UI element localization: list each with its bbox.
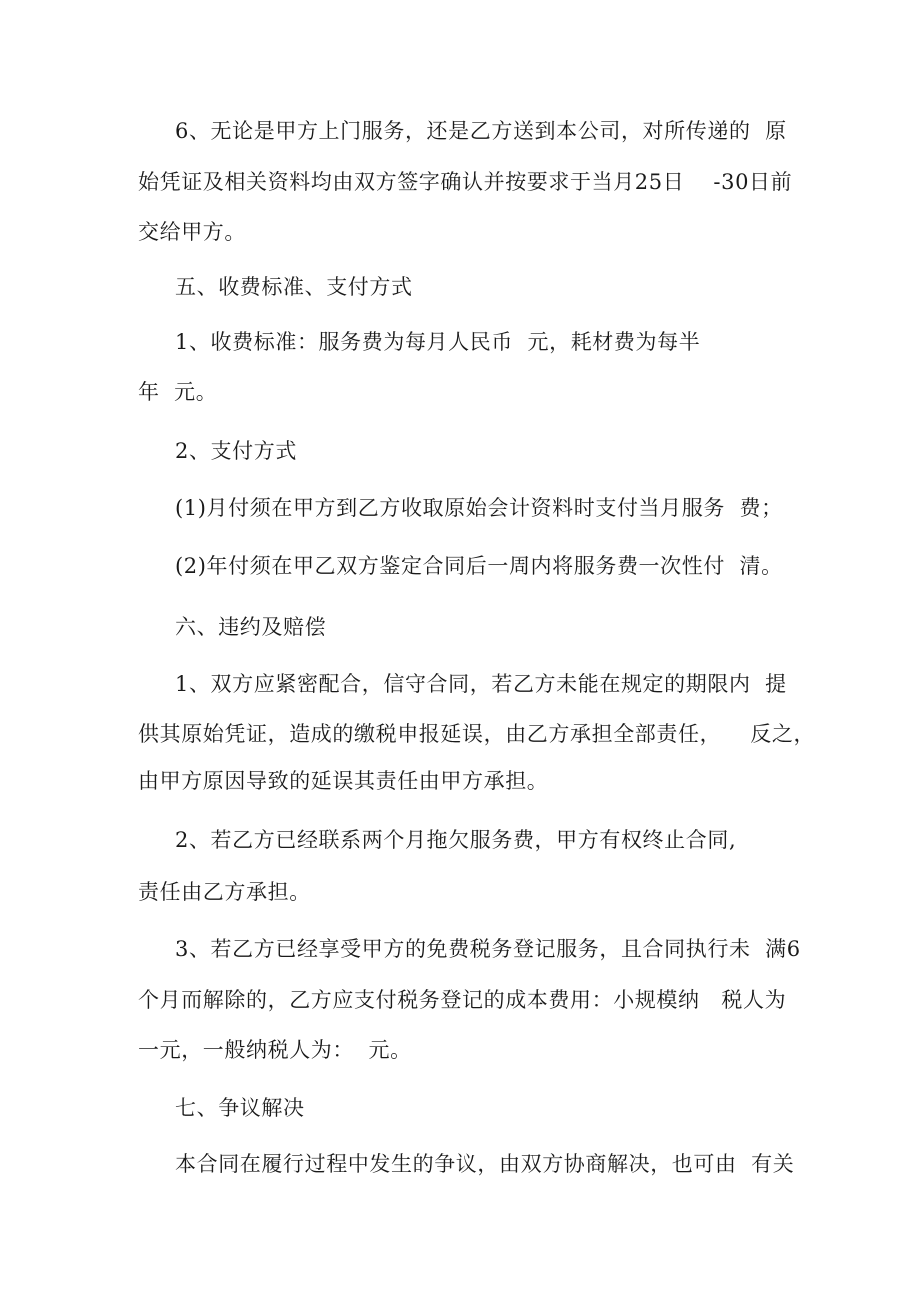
section-6-heading: 六、违约及赔偿 [175, 615, 327, 639]
clause-6-2-line-2: 责任由乙方承担。 [138, 880, 311, 904]
clause-6-3-line-3: 一元，一般纳税人为： 元。 [138, 1038, 412, 1062]
clause-6-3-line-2: 个月而解除的，乙方应支付税务登记的成本费用：小规模纳 税人为 [138, 988, 787, 1012]
payment-method-heading: 2、支付方式 [175, 439, 297, 463]
clause-5-6-line-2: 始凭证及相关资料均由双方签字确认并按要求于当月25日 -30日前 [138, 170, 793, 194]
clause-5-6-line-3: 交给甲方。 [138, 220, 246, 244]
clause-6-2-line-1: 2、若乙方已经联系两个月拖欠服务费，甲方有权终止合同, [175, 828, 737, 852]
annual-payment-item: (2)年付须在甲乙双方鉴定合同后一周内将服务费一次性付 清。 [175, 554, 783, 578]
clause-5-6-line-1: 6、无论是甲方上门服务，还是乙方送到本公司，对所传递的 原 [175, 119, 787, 143]
section-7-heading: 七、争议解决 [175, 1096, 305, 1120]
clause-6-1-line-3: 由甲方原因导致的延误其责任由甲方承担。 [138, 769, 549, 793]
fee-standard-line-2: 年 元。 [138, 380, 218, 404]
clause-6-1-line-2: 供其原始凭证，造成的缴税申报延误，由乙方承担全部责任， 反之， [138, 722, 816, 746]
dispute-resolution-line-1: 本合同在履行过程中发生的争议，由双方协商解决，也可由 有关 [175, 1152, 795, 1176]
clause-6-1-line-1: 1、双方应紧密配合，信守合同，若乙方未能在规定的期限内 提 [175, 672, 787, 696]
monthly-payment-item: (1)月付须在甲方到乙方收取原始会计资料时支付当月服务 费； [175, 496, 783, 520]
fee-standard-line-1: 1、收费标准：服务费为每月人民币 元，耗材费为每半 [175, 330, 701, 354]
section-5-heading: 五、收费标准、支付方式 [175, 275, 413, 299]
clause-6-3-line-1: 3、若乙方已经享受甲方的免费税务登记服务，且合同执行未 满6 [175, 937, 801, 961]
